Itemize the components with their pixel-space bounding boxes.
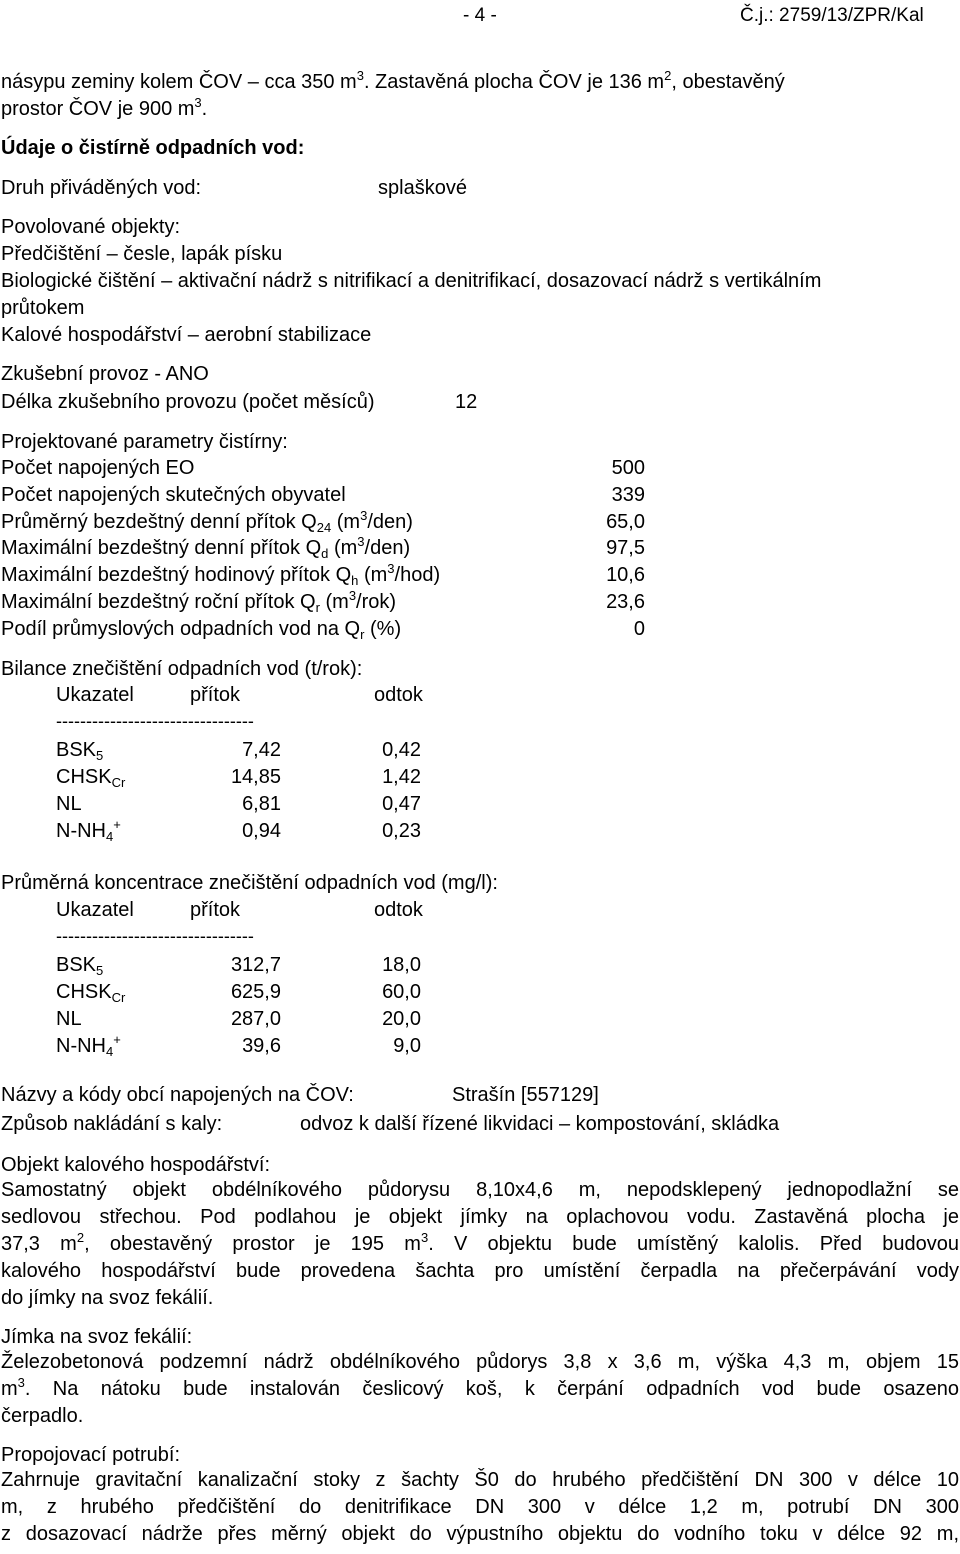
param-label	[1, 617, 402, 642]
indicator-name	[56, 1032, 121, 1059]
potrubi-title: Propojovací potrubí:	[1, 1444, 180, 1466]
param-value: 65,0	[606, 510, 645, 533]
param-label	[1, 588, 397, 615]
paragraph-line: čerpadlo.	[1, 1405, 84, 1427]
inflow-value: 312,7	[230, 954, 281, 976]
indicator-subscript: 5	[96, 963, 104, 978]
potrubi-paragraph	[1, 1467, 959, 1548]
table-divider	[56, 712, 436, 740]
indicator-subscript: 5	[96, 748, 104, 763]
jimka-paragraph	[1, 1349, 959, 1430]
param-superscript: 3	[387, 561, 395, 577]
obce-label: Názvy a kódy obcí napojených na ČOV:	[1, 1084, 354, 1106]
paragraph-line: kalového hospodářství bude provedena šachta pro umístění čerpadla na přečerpávání vody	[1, 1260, 959, 1282]
param-label-unit-tail: /hod)	[394, 564, 441, 587]
indicator-subscript: Cr	[111, 990, 126, 1005]
param-label	[1, 561, 441, 589]
table-row	[56, 1032, 436, 1063]
indicator-text: BSK	[56, 954, 97, 976]
param-row	[1, 458, 651, 480]
param-value: 500	[611, 457, 645, 479]
param-label-unit: (m	[358, 564, 388, 587]
param-subscript: r	[315, 600, 320, 615]
objekt-kal-paragraph	[1, 1177, 959, 1312]
koncentrace-title: Průměrná koncentrace znečištění odpadních vod (mg/l):	[1, 872, 498, 894]
objekty-item: Biologické čištění – aktivační nádrž s nitrifikací a denitrifikací, dosazovací nádrž s vertikálním	[1, 270, 822, 292]
param-subscript: h	[351, 573, 359, 589]
inflow-value: 625,9	[230, 981, 281, 1003]
param-row	[1, 588, 651, 615]
param-label-text: Počet napojených skutečných obyvatel	[1, 483, 346, 506]
param-value: 0	[633, 617, 645, 640]
table-row	[56, 817, 436, 848]
reference-number: Č.j.: 2759/13/ZPR/Kal	[740, 5, 924, 26]
param-row	[1, 485, 651, 507]
param-label-text: Podíl průmyslových odpadních vod na Q	[1, 617, 361, 640]
inflow-value: 39,6	[242, 1035, 281, 1057]
paragraph-line: do jímky na svoz fekálií.	[1, 1287, 214, 1309]
objekty-title: Povolované objekty:	[1, 216, 181, 238]
param-label-unit: (m	[319, 591, 349, 613]
indicator-name	[56, 794, 82, 814]
param-label-unit: (m	[331, 510, 361, 533]
paragraph-line: sedlovou střechou. Pod podlahou je objekt jímky na oplachovou vodu. Zastavěná plocha je	[1, 1206, 959, 1228]
table-divider	[56, 927, 436, 955]
param-label-unit-tail: /rok)	[356, 591, 397, 613]
paragraph-line: z dosazovací nádrže přes měrný objekt do výpustního objektu do vodního toku v délce 92 m,	[1, 1523, 959, 1545]
jimka-title: Jímka na svoz fekálií:	[1, 1326, 193, 1348]
param-row	[1, 619, 651, 641]
indicator-name	[56, 1009, 82, 1029]
intro-line-1: násypu zeminy kolem ČOV – cca 350 $m^3$. Zastavěná plocha ČOV je 136 $m^2$, obestavěný	[1, 68, 785, 93]
param-label	[1, 534, 411, 562]
indicator-name	[56, 954, 104, 978]
indicator-superscript: +	[113, 817, 121, 832]
header-ukazatel: Ukazatel	[56, 899, 134, 921]
param-label	[1, 507, 413, 535]
inflow-value: 7,42	[242, 739, 281, 761]
param-subscript: r	[360, 626, 365, 642]
indicator-name	[56, 817, 121, 844]
indicator-subscript: Cr	[111, 775, 126, 790]
param-label-unit: (m	[328, 537, 358, 560]
obce-value: Strašín [557129]	[452, 1084, 599, 1106]
objekty-item: průtokem	[1, 297, 85, 319]
inflow-value: 6,81	[242, 793, 281, 815]
intro-line-2: prostor ČOV je 900 $m^3$.	[1, 95, 208, 120]
divider-line: ---------------------------------	[56, 926, 254, 946]
objekty-item: Předčištění – česle, lapák písku	[1, 243, 283, 265]
indicator-text: CHSK	[56, 981, 112, 1003]
delka-provozu-value: 12	[455, 391, 478, 413]
delka-provozu-label: Délka zkušebního provozu (počet měsíců)	[1, 391, 375, 413]
param-label-text: Počet napojených EO	[1, 457, 195, 479]
header-odtok: odtok	[374, 899, 423, 921]
section-title: Údaje o čistírně odpadních vod:	[1, 137, 305, 159]
param-label-unit: (%)	[364, 617, 402, 640]
indicator-name	[56, 739, 104, 763]
outflow-value: 18,0	[382, 954, 421, 976]
indicator-text: NL	[56, 1008, 82, 1030]
page-number: - 4 -	[463, 5, 497, 26]
table-row	[56, 767, 436, 794]
table-header-row	[56, 900, 436, 927]
outflow-value: 20,0	[382, 1008, 421, 1030]
inflow-value: 0,94	[242, 820, 281, 842]
outflow-value: 60,0	[382, 981, 421, 1003]
bilance-table	[56, 685, 436, 848]
inflow-value: 14,85	[230, 766, 281, 788]
bilance-title: Bilance znečištění odpadních vod (t/rok):	[1, 658, 363, 680]
param-label-text: Maximální bezdeštný hodinový přítok Q	[1, 564, 352, 587]
paragraph-line: Zahrnuje gravitační kanalizační stoky z šachty Š0 do hrubého předčištění DN 300 v délce 10	[1, 1469, 959, 1491]
param-row	[1, 534, 651, 562]
indicator-text: BSK	[56, 739, 97, 761]
indicator-name	[56, 766, 126, 790]
indicator-subscript: 4	[106, 829, 114, 844]
paragraph-line: m, z hrubého předčištění do denitrifikace DN 300 v délce 1,2 m, potrubí DN 300	[1, 1496, 959, 1518]
outflow-value: 1,42	[382, 766, 421, 788]
indicator-text: NL	[56, 793, 82, 815]
indicator-name	[56, 981, 126, 1005]
zkusebni-provoz: Zkušební provoz - ANO	[1, 363, 209, 385]
param-value: 23,6	[606, 591, 645, 613]
param-label-text: Maximální bezdeštný denní přítok Q	[1, 537, 322, 560]
divider-line: ---------------------------------	[56, 711, 254, 731]
druh-value: splaškové	[378, 177, 467, 199]
param-superscript: 3	[357, 534, 365, 550]
outflow-value: 0,42	[382, 739, 421, 761]
paragraph-line: $m^3$. Na nátoku bude instalován česlicový koš, k čerpání odpadních vod bude osazeno	[1, 1375, 959, 1400]
param-value: 97,5	[606, 537, 645, 560]
objekty-item: Kalové hospodářství – aerobní stabilizace	[1, 324, 372, 346]
param-label-unit-tail: /den)	[364, 537, 411, 560]
indicator-subscript: 4	[106, 1044, 114, 1059]
param-label-text: Průměrný bezdeštný denní přítok Q	[1, 510, 317, 533]
outflow-value: 0,23	[382, 820, 421, 842]
param-superscript: 3	[348, 588, 357, 603]
header-pritok: přítok	[190, 899, 241, 921]
param-row	[1, 507, 651, 535]
kaly-label: Způsob nakládání s kaly:	[1, 1113, 223, 1135]
param-superscript: 3	[360, 507, 368, 523]
paragraph-line: 37,3 $m^2$, obestavěný prostor je 195 $m^3$. V objektu bude umístěný kalolis. Před budovou	[1, 1230, 959, 1255]
param-subscript: 24	[316, 519, 332, 535]
inflow-value: 287,0	[230, 1008, 281, 1030]
header-ukazatel: Ukazatel	[56, 684, 134, 706]
header-pritok: přítok	[190, 684, 241, 706]
param-label-unit-tail: /den)	[367, 510, 413, 533]
param-subscript: d	[321, 546, 329, 562]
paragraph-line: Železobetonová podzemní nádrž obdélníkového půdorys 3,8 x 3,6 m, výška 4,3 m, objem 15	[1, 1351, 959, 1373]
indicator-text: CHSK	[56, 766, 112, 788]
param-value: 339	[611, 483, 645, 506]
kaly-value: odvoz k další řízené likvidaci – kompostování, skládka	[300, 1113, 780, 1135]
indicator-text: N-NH	[56, 820, 106, 842]
param-value: 10,6	[606, 564, 645, 587]
indicator-text: N-NH	[56, 1035, 106, 1057]
outflow-value: 9,0	[393, 1035, 421, 1057]
table-row	[56, 982, 436, 1009]
druh-label: Druh přiváděných vod:	[1, 177, 202, 199]
objekt-kal-title: Objekt kalového hospodářství:	[1, 1154, 271, 1176]
indicator-superscript: +	[113, 1032, 121, 1047]
param-row	[1, 561, 651, 589]
outflow-value: 0,47	[382, 793, 421, 815]
koncentrace-table	[56, 900, 436, 1063]
param-label-text: Maximální bezdeštný roční přítok Q	[1, 591, 316, 613]
param-label	[1, 485, 346, 505]
paragraph-line: Samostatný objekt obdélníkového půdorysu 8,10x4,6 m, nepodsklepený jednopodlažní se	[1, 1179, 959, 1201]
params-title: Projektované parametry čistírny:	[1, 431, 288, 453]
table-row	[56, 740, 436, 767]
table-header-row	[56, 685, 436, 712]
header-odtok: odtok	[374, 684, 423, 706]
param-label	[1, 458, 194, 478]
table-row	[56, 955, 436, 982]
